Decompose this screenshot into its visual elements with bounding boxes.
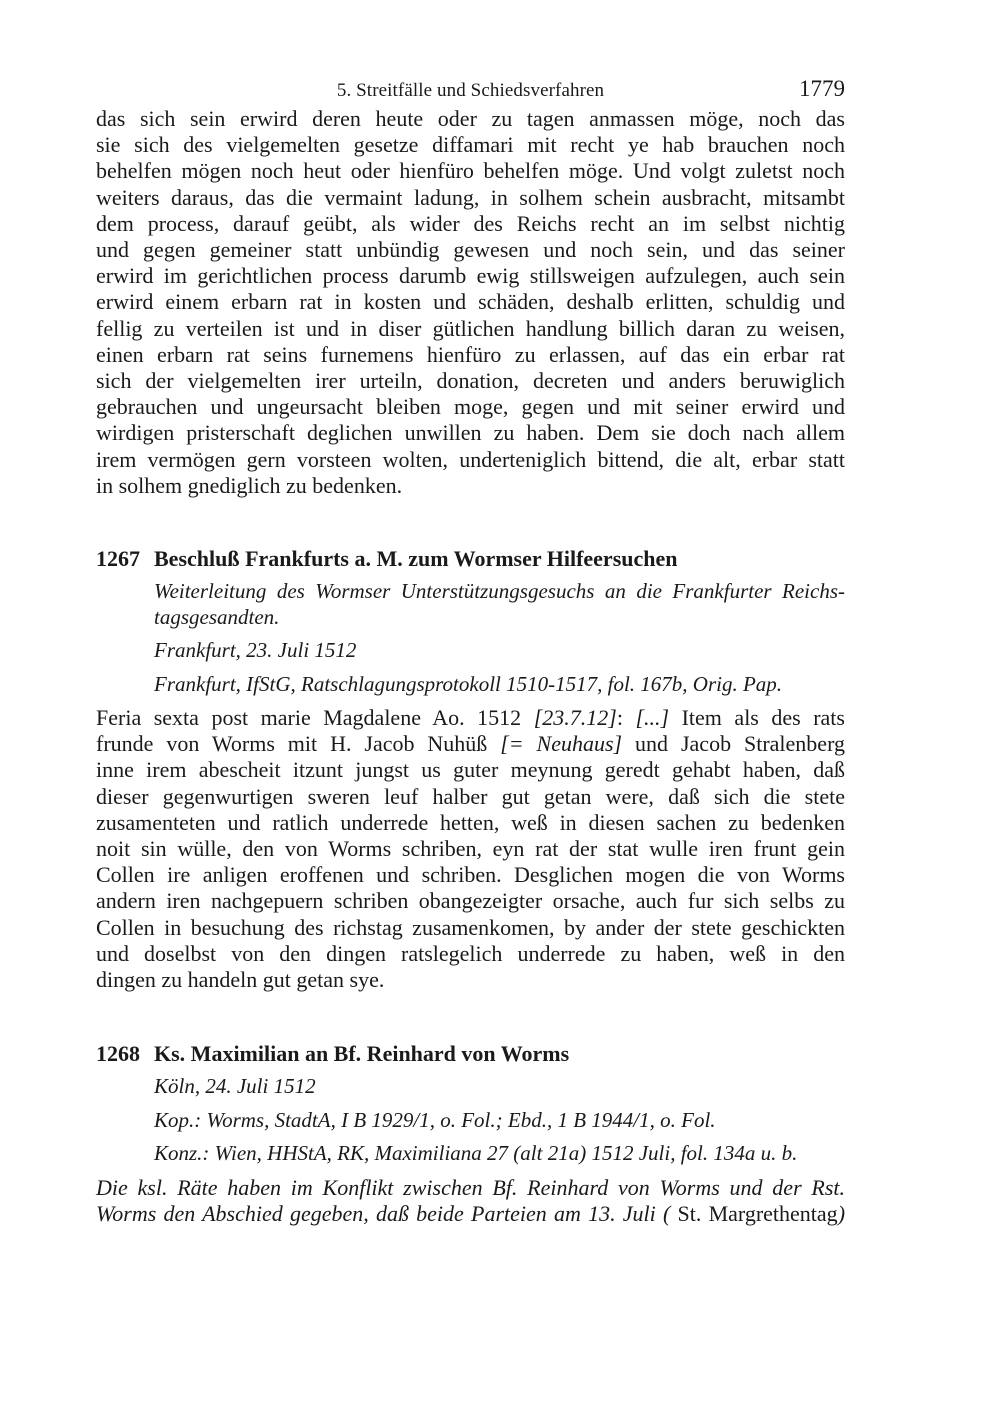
text-line: behelfen mögen noch heut oder hienfüro behelfen möge. Und volgt zuletst noch [96, 158, 845, 184]
entry-copy-source [154, 1108, 845, 1134]
text-line: dieser gegenwurtigen sweren leuf halber gut getan were, daß sich die stete [96, 783, 845, 809]
entry-1267 [96, 546, 845, 993]
text-run: : [616, 705, 636, 731]
running-header [96, 76, 845, 110]
entry-date [154, 638, 845, 664]
text-line: und gegen gemeiner statt unbündig gewesen und noch sein, und das seiner [96, 237, 845, 263]
text-line [96, 1201, 845, 1227]
text-run: Item als des rats [669, 705, 845, 731]
text-line [96, 731, 845, 757]
regest-line: Weiterleitung des Wormser Unterstützungsgesuchs an die Frankfurter Reichs- [154, 579, 845, 604]
text-line: fellig zu verteilen ist und in diser gütlichen handlung billich daran zu weisen, [96, 315, 845, 341]
source-line: Kop.: Worms, StadtA, I B 1929/1, o. Fol.; Ebd., 1 B 1944/1, o. Fol. [154, 1107, 716, 1132]
text-run: Feria sexta post marie Magdalene Ao. 1512 [96, 705, 534, 731]
text-line: andern iren nachgepuern schriben obangezeigter orsache, auch fur sich selbs zu [96, 888, 845, 914]
entry-heading [96, 1041, 845, 1067]
entry-title: Ks. Maximilian an Bf. Reinhard von Worms [154, 1041, 570, 1067]
text-line: gebrauchen und ungeursacht bleiben moge, gegen und mit seiner erwird und [96, 394, 845, 420]
regest-line: tagsgesandten. [154, 604, 280, 629]
text-line: weiters daraus, das die vermaint ladung, in solhem schein ausbracht, mitsambt [96, 184, 845, 210]
text-line: Die ksl. Räte haben im Konflikt zwischen Bf. Reinhard von Worms und der Rst. [96, 1174, 845, 1200]
entry-heading [96, 546, 845, 572]
entry-draft-source [154, 1141, 845, 1167]
text-line: inne irem abescheit itzunt jungst us guter meynung geredt gehabt haben, daß [96, 757, 845, 783]
source-line: Konz.: Wien, HHStA, RK, Maximiliana 27 (alt 21a) 1512 Juli, fol. 134a u. b. [154, 1141, 798, 1166]
editorial-note: [= Neuhaus] [500, 731, 623, 757]
text-line [96, 705, 845, 731]
text-line: sich der vielgemelten irer urteiln, donation, decreten und anders beruwiglich [96, 368, 845, 394]
entry-1268 [96, 1041, 845, 1227]
text-line: zusamenteten und ratlich underrede hetten, weß in diesen sachen zu bedenken [96, 809, 845, 835]
text-line: Collen ire anligen eroffenen und schriben. Desglichen mogen die von Worms [96, 862, 845, 888]
text-line: erwird einem erbarn rat in kosten und schäden, deshalb erlitten, schuldig und [96, 289, 845, 315]
text-line: dingen zu handeln gut getan sye. [96, 967, 385, 993]
source-line: Frankfurt, IfStG, Ratschlagungsprotokoll 1510-1517, fol. 167b, Orig. Pap. [154, 671, 783, 696]
text-line: noit sin wülle, den von Worms schriben, eyn rat der stat wulle iren frunt gein [96, 836, 845, 862]
entry-source [154, 672, 845, 698]
text-line: irem vermögen gern vorsteen wolten, underteniglich bittend, die alt, erbar statt [96, 446, 845, 472]
entry-title: Beschluß Frankfurts a. M. zum Wormser Hilfeersuchen [154, 546, 678, 572]
entry-regest-text [96, 1175, 845, 1227]
entry-number: 1267 [96, 546, 140, 572]
page-number: 1779 [799, 76, 845, 101]
entry-regest [154, 579, 845, 630]
text-run: und Jacob Stralenberg [622, 731, 846, 757]
text-line: einen erbarn rat seins furnemens hienfüro zu erlassen, auf das ein erbar rat [96, 341, 845, 367]
entry-number: 1268 [96, 1041, 140, 1067]
text-line: wirdigen pristerschaft deglichen unwillen zu haben. Dem sie doch nach allem [96, 420, 845, 446]
quoted-term: St. Margrethentag [670, 1200, 838, 1226]
text-line: sie sich des vielgemelten gesetze diffamari mit recht ye hab brauchen noch [96, 132, 845, 158]
text-line: Collen in besuchung des richstag zusamenkomen, by ander der stete geschickten [96, 914, 845, 940]
editorial-omission: [...] [635, 705, 670, 731]
text-line: und doselbst von den dingen ratslegelich underrede zu haben, weß in den [96, 940, 845, 966]
editorial-date: [23.7.12] [533, 705, 617, 731]
entry-text [96, 705, 845, 993]
entry-date [154, 1074, 845, 1100]
text-run: frunde von Worms mit H. Jacob Nuhüß [96, 731, 501, 757]
text-line: dem process, darauf geübt, als wider des Reichs recht an im selbst nichtig [96, 210, 845, 236]
text-line: in solhem gnediglich zu bedenken. [96, 472, 403, 498]
document-page [96, 76, 845, 1227]
text-line: erwird im gerichtlichen process darumb ewig stillsweigen aufzulegen, auch sein [96, 263, 845, 289]
intro-paragraph [96, 106, 845, 499]
text-line: das sich sein erwird deren heute oder zu tagen anmassen möge, noch das [96, 106, 845, 131]
running-title: 5. Streitfälle und Schiedsverfahren [336, 80, 605, 101]
text-run: ) [837, 1200, 846, 1226]
text-run: Worms den Abschied gegeben, daß beide Parteien am 13. Juli ( [96, 1200, 671, 1226]
date-line: Frankfurt, 23. Juli 1512 [154, 638, 357, 663]
date-line: Köln, 24. Juli 1512 [154, 1074, 316, 1099]
